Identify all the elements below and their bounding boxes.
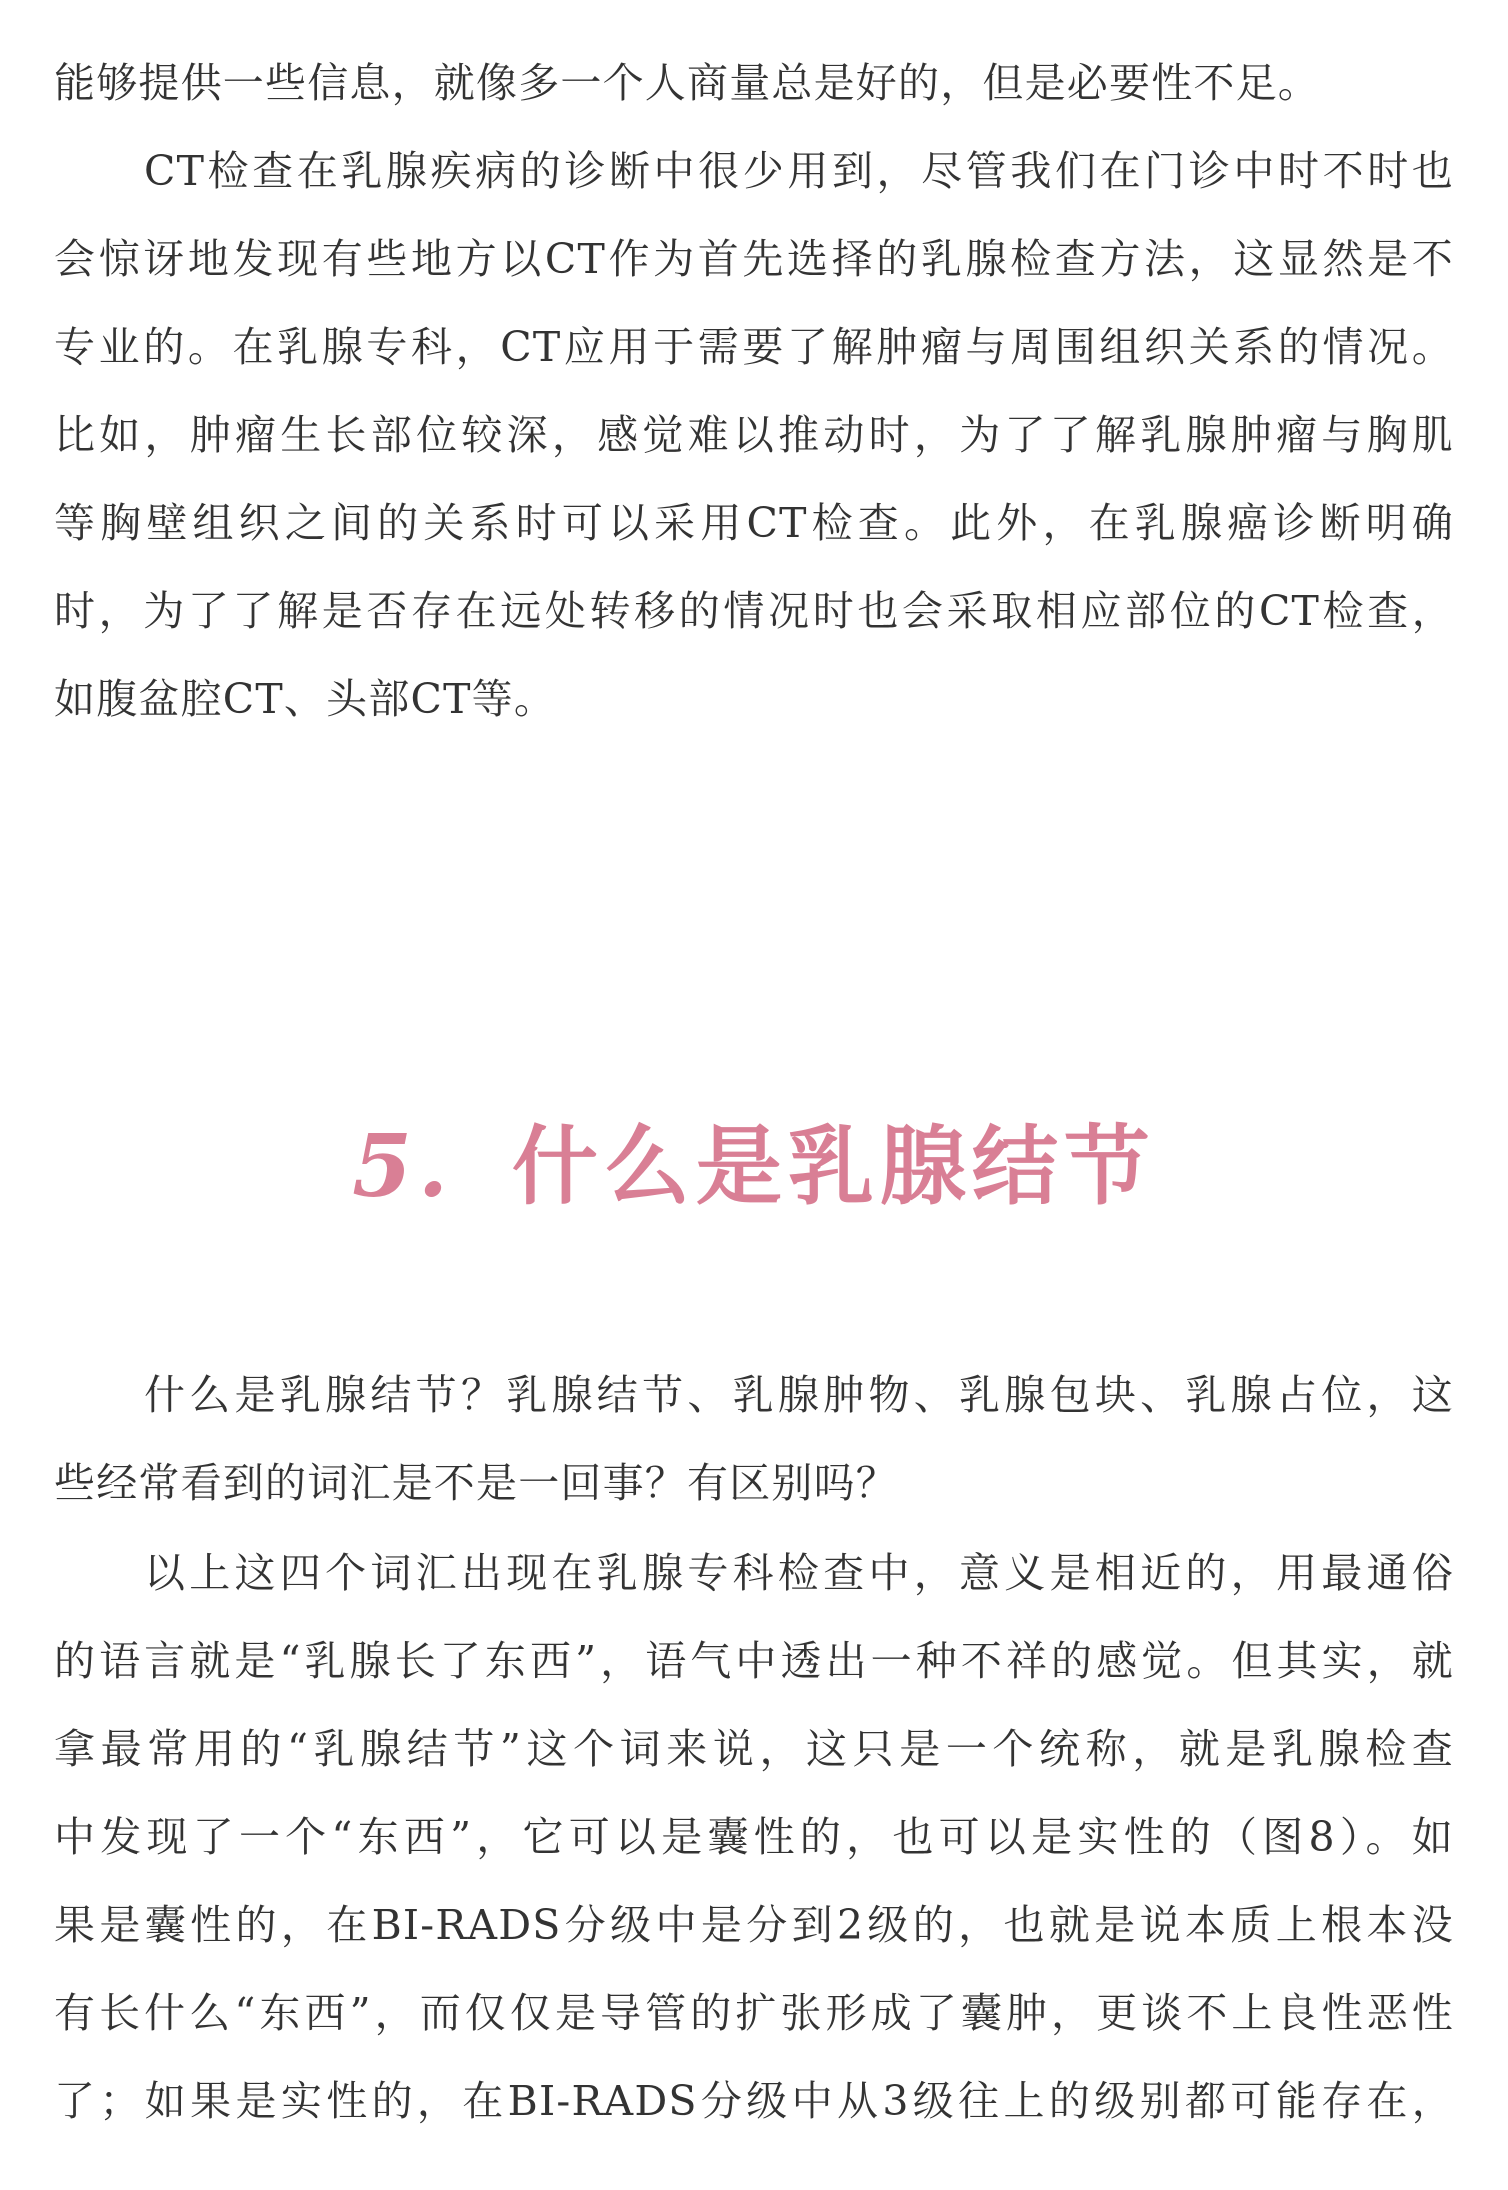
text-line: 如腹盆腔CT、头部CT等。 [54,675,557,723]
text-line: 的语言就是“乳腺长了东西”，语气中透出一种不祥的感觉。但其实，就 [54,1637,1454,1685]
text-line: 些经常看到的词汇是不是一回事？有区别吗？ [54,1459,898,1507]
text-line: 比如，肿瘤生长部位较深，感觉难以推动时，为了了解乳腺肿瘤与胸肌 [54,411,1454,459]
section-heading [0,1112,1508,1222]
text-line: 有长什么“东西”，而仅仅是导管的扩张形成了囊肿，更谈不上良性恶性 [54,1989,1454,2037]
section-title: 什么是乳腺结节 [511,1116,1156,1217]
text-line: 等胸壁组织之间的关系时可以采用CT检查。此外，在乳腺癌诊断明确 [54,499,1454,547]
section-number: 5. [352,1116,454,1217]
text-line: 果是囊性的，在BI-RADS分级中是分到2级的，也就是说本质上根本没 [54,1901,1454,1949]
text-line: 能够提供一些信息，就像多一个人商量总是好的，但是必要性不足。 [54,59,1320,107]
text-line: 拿最常用的“乳腺结节”这个词来说，这只是一个统称，就是乳腺检查 [54,1725,1454,1773]
text-line: 会惊讶地发现有些地方以CT作为首先选择的乳腺检查方法，这显然是不 [54,235,1454,283]
text-line: 中发现了一个“东西”，它可以是囊性的，也可以是实性的（图8）。如 [54,1813,1454,1861]
text-line: 了；如果是实性的，在BI-RADS分级中从3级往上的级别都可能存在， [54,2077,1454,2125]
text-line: CT检查在乳腺疾病的诊断中很少用到，尽管我们在门诊中时不时也 [144,147,1454,195]
text-line: 什么是乳腺结节？乳腺结节、乳腺肿物、乳腺包块、乳腺占位，这 [144,1371,1454,1419]
text-line: 时，为了了解是否存在远处转移的情况时也会采取相应部位的CT检查， [54,587,1454,635]
text-line: 以上这四个词汇出现在乳腺专科检查中，意义是相近的，用最通俗 [144,1549,1454,1597]
text-line: 专业的。在乳腺专科，CT应用于需要了解肿瘤与周围组织关系的情况。 [54,323,1454,371]
